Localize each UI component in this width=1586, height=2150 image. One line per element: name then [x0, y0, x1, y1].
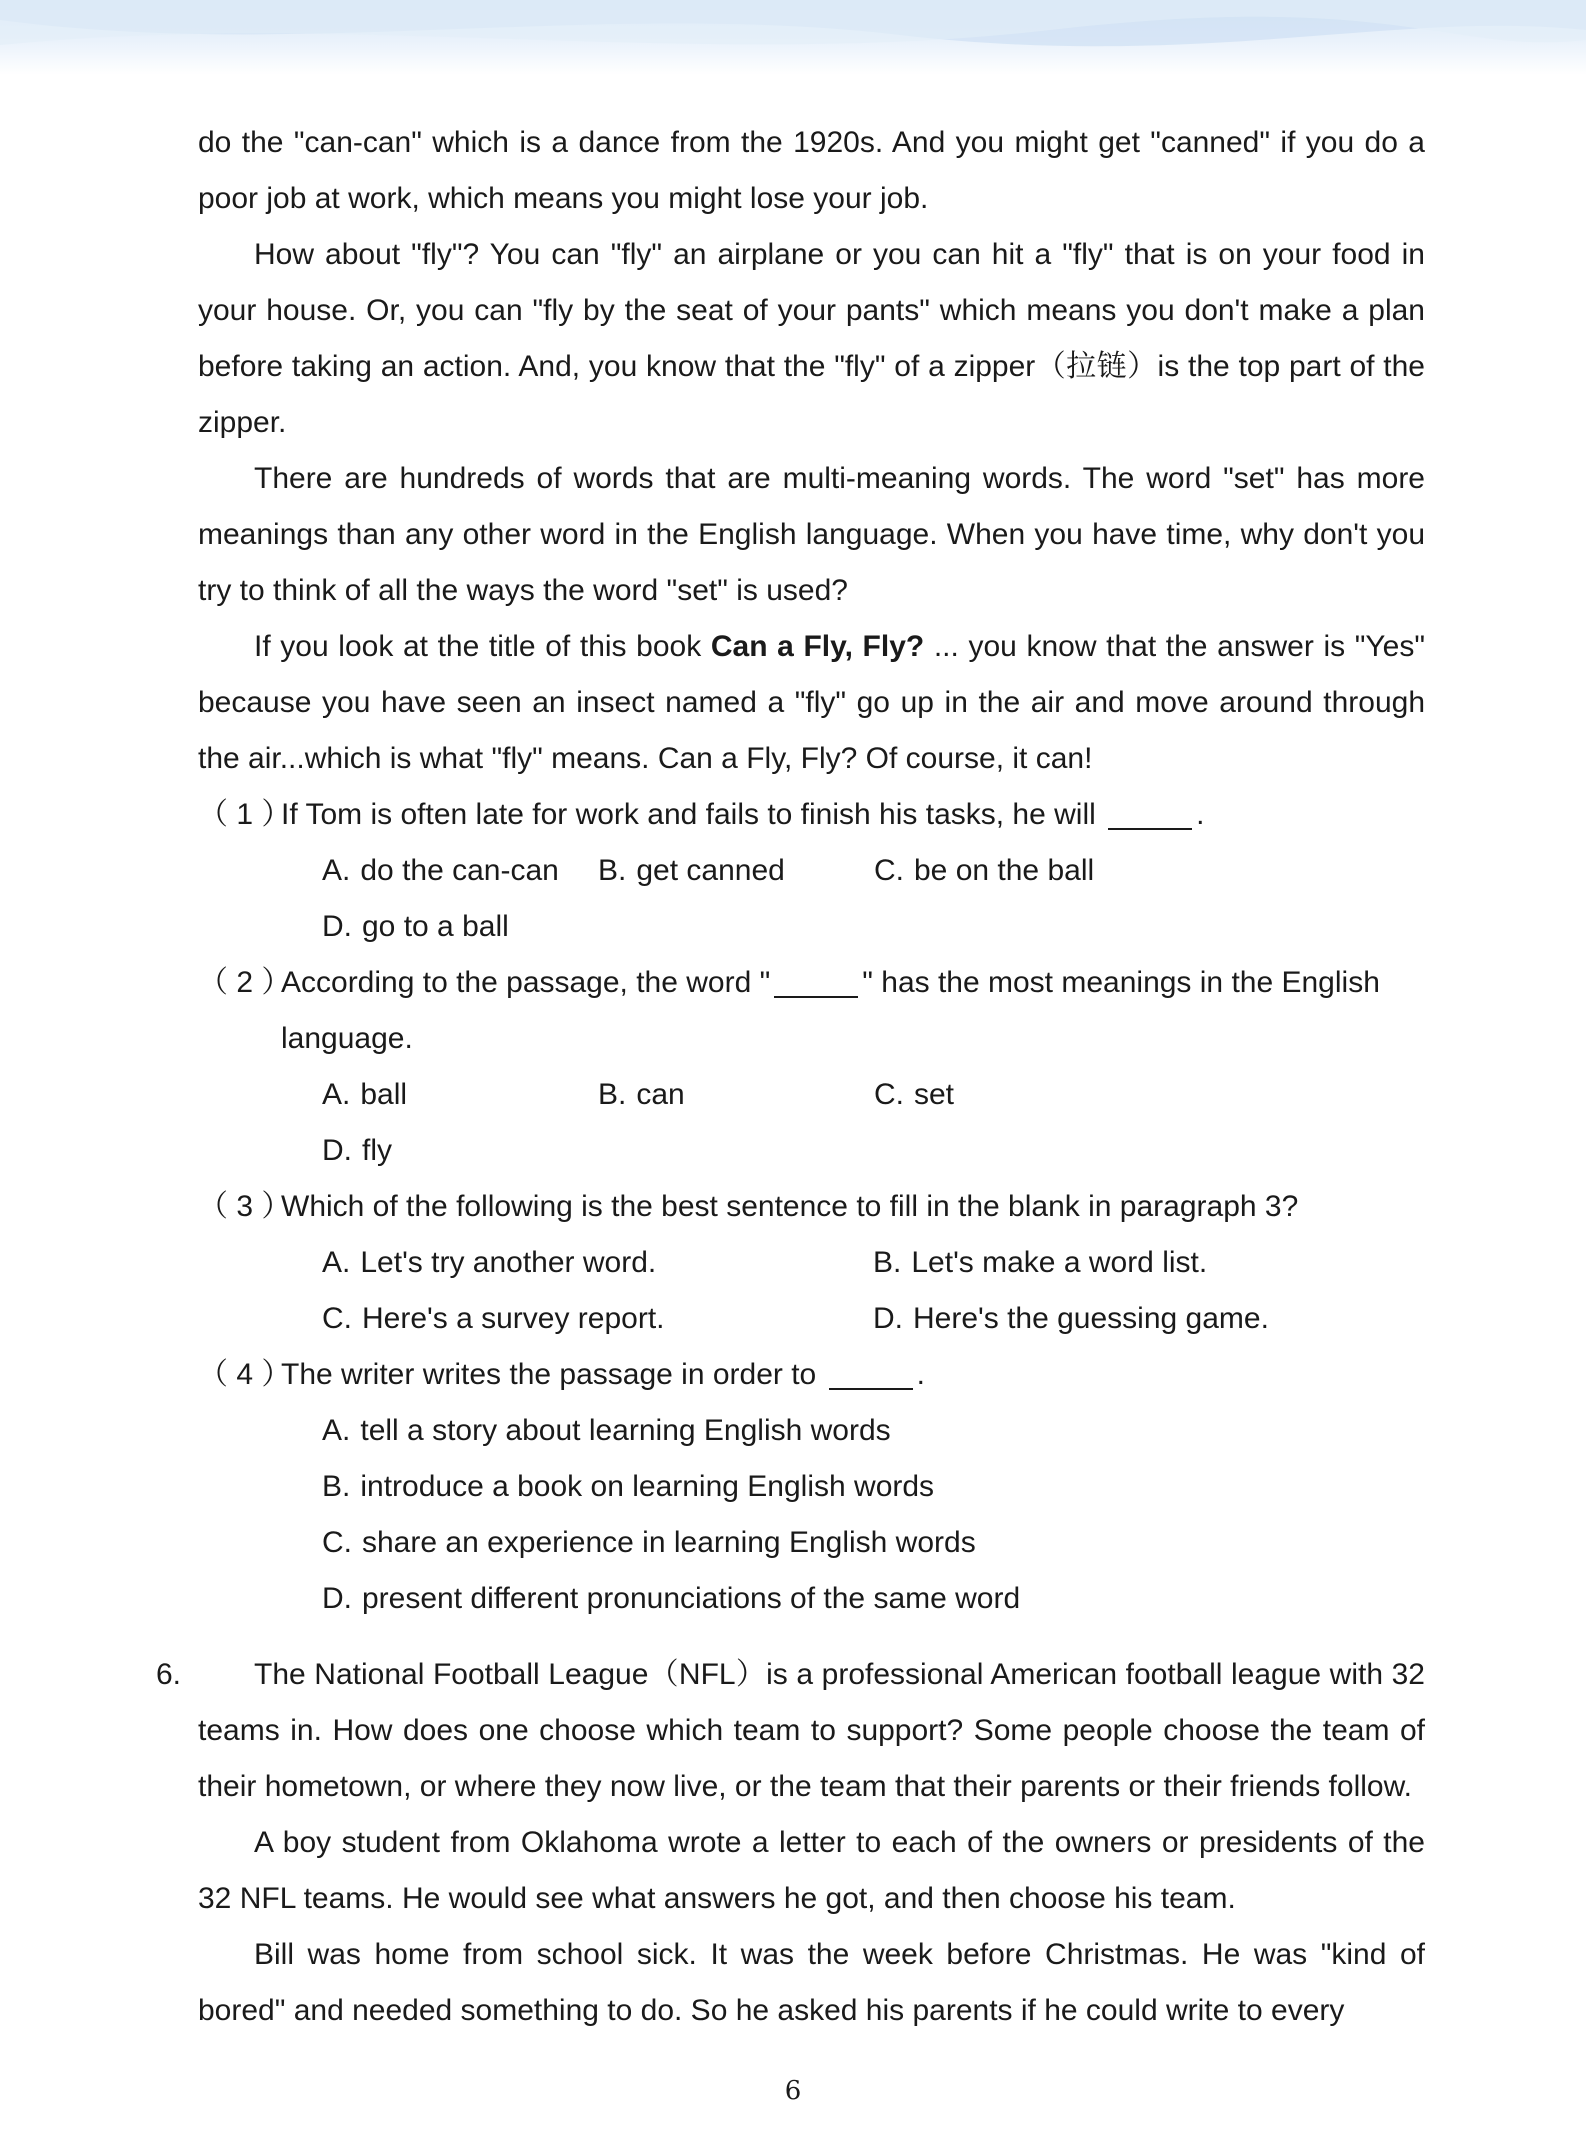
- option-c: C. be on the ball: [874, 854, 1095, 887]
- question-3: [198, 1179, 1425, 1347]
- page-number: 6: [784, 2076, 802, 2106]
- question-number: （ 4 ）: [198, 1358, 292, 1391]
- question-stem-end: .: [1196, 798, 1205, 831]
- option-a: A. do the can-can: [322, 854, 559, 887]
- question-1: [198, 787, 1425, 955]
- question-stem: If Tom is often late for work and fails to finish his tasks, he will: [281, 798, 1096, 831]
- question-stem-end: " has the most meanings in the English language.: [281, 966, 1380, 1055]
- item6-paragraph-3: Bill was home from school sick. It was the week before Christmas. He was "kind of bored" and needed something to do. So he asked his parents if he could write to every: [198, 1938, 1425, 2027]
- item6-paragraph-1: The National Football League（NFL）is a professional American football league with 32 teams in. How does one choose which team to support? Some people choose the team of their hometown, or where they now live, or the team that their parents or their friends follow.: [198, 1658, 1425, 1803]
- question-4: [198, 1347, 1425, 1627]
- option-c: C. share an experience in learning English words: [322, 1526, 976, 1559]
- option-d: D. fly: [322, 1134, 392, 1167]
- answer-blank: [1108, 798, 1192, 830]
- option-c: C. set: [874, 1078, 955, 1111]
- question-text: Which of the following is the best sentence to fill in the blank in paragraph 3?: [281, 1190, 1299, 1223]
- paragraph-text: If you look at the title of this book: [254, 630, 711, 663]
- question-stem: The writer writes the passage in order to: [281, 1358, 817, 1391]
- reading-item-6: [156, 1647, 1425, 2039]
- option-d: D. present different pronunciations of the same word: [322, 1582, 1021, 1615]
- paragraph-text: ... you know that the answer is "Yes" because you have seen an insect named a "fly" go up in the air and move around through the air...which is what "fly" means. Can a Fly, Fly? Of course, it can!: [198, 630, 1425, 775]
- options-list: [198, 1067, 1425, 1179]
- header-decoration: [0, 0, 1586, 75]
- passage-paragraph-3: There are hundreds of words that are multi-meaning words. The word "set" has more meanings than any other word in the English language. When you have time, why don't you try to think of all the ways the word "set" is used?: [198, 462, 1425, 607]
- options-list: [198, 1403, 1425, 1627]
- option-b: B. Let's make a word list.: [873, 1246, 1208, 1279]
- book-title: Can a Fly, Fly?: [710, 630, 925, 663]
- question-text: [198, 1347, 1425, 1403]
- item-number: 6.: [156, 1658, 182, 1691]
- passage-paragraph-2: How about "fly"? You can "fly" an airplane or you can hit a "fly" that is on your food in your house. Or, you can "fly by the seat of your pants" which means you don't make a plan before taking an action. And, you know that the "fly" of a zipper（拉链）is the top part of the zipper.: [198, 238, 1425, 439]
- option-c: C. Here's a survey report.: [322, 1302, 665, 1335]
- answer-blank: [829, 1358, 913, 1390]
- page-content: [156, 115, 1425, 2039]
- option-a: A. Let's try another word.: [322, 1246, 657, 1279]
- option-a: A. ball: [322, 1078, 408, 1111]
- question-2: [198, 955, 1425, 1179]
- answer-blank: [774, 966, 858, 998]
- option-b: B. introduce a book on learning English words: [322, 1470, 935, 1503]
- wave-decoration: [0, 0, 1586, 75]
- question-number: （ 2 ）: [198, 966, 292, 999]
- option-a: A. tell a story about learning English words: [322, 1414, 891, 1447]
- question-text: [198, 955, 1425, 1067]
- question-number: （ 1 ）: [198, 798, 292, 831]
- question-number: （ 3 ）: [198, 1190, 292, 1223]
- option-b: B. can: [598, 1078, 685, 1111]
- question-stem: According to the passage, the word ": [281, 966, 771, 999]
- option-b: B. get canned: [598, 854, 785, 887]
- question-text: [198, 787, 1425, 843]
- option-d: D. Here's the guessing game.: [873, 1302, 1269, 1335]
- options-list: [198, 1235, 1425, 1347]
- question-stem-end: .: [916, 1358, 925, 1391]
- passage-paragraph-4: [198, 619, 1425, 787]
- passage-paragraph-1: do the "can-can" which is a dance from the 1920s. And you might get "canned" if you do a poor job at work, which means you might lose your job.: [198, 126, 1425, 215]
- option-d: D. go to a ball: [322, 910, 509, 943]
- options-list: [198, 843, 1425, 955]
- item6-paragraph-2: A boy student from Oklahoma wrote a letter to each of the owners or presidents of the 32 NFL teams. He would see what answers he got, and then choose his team.: [198, 1826, 1425, 1915]
